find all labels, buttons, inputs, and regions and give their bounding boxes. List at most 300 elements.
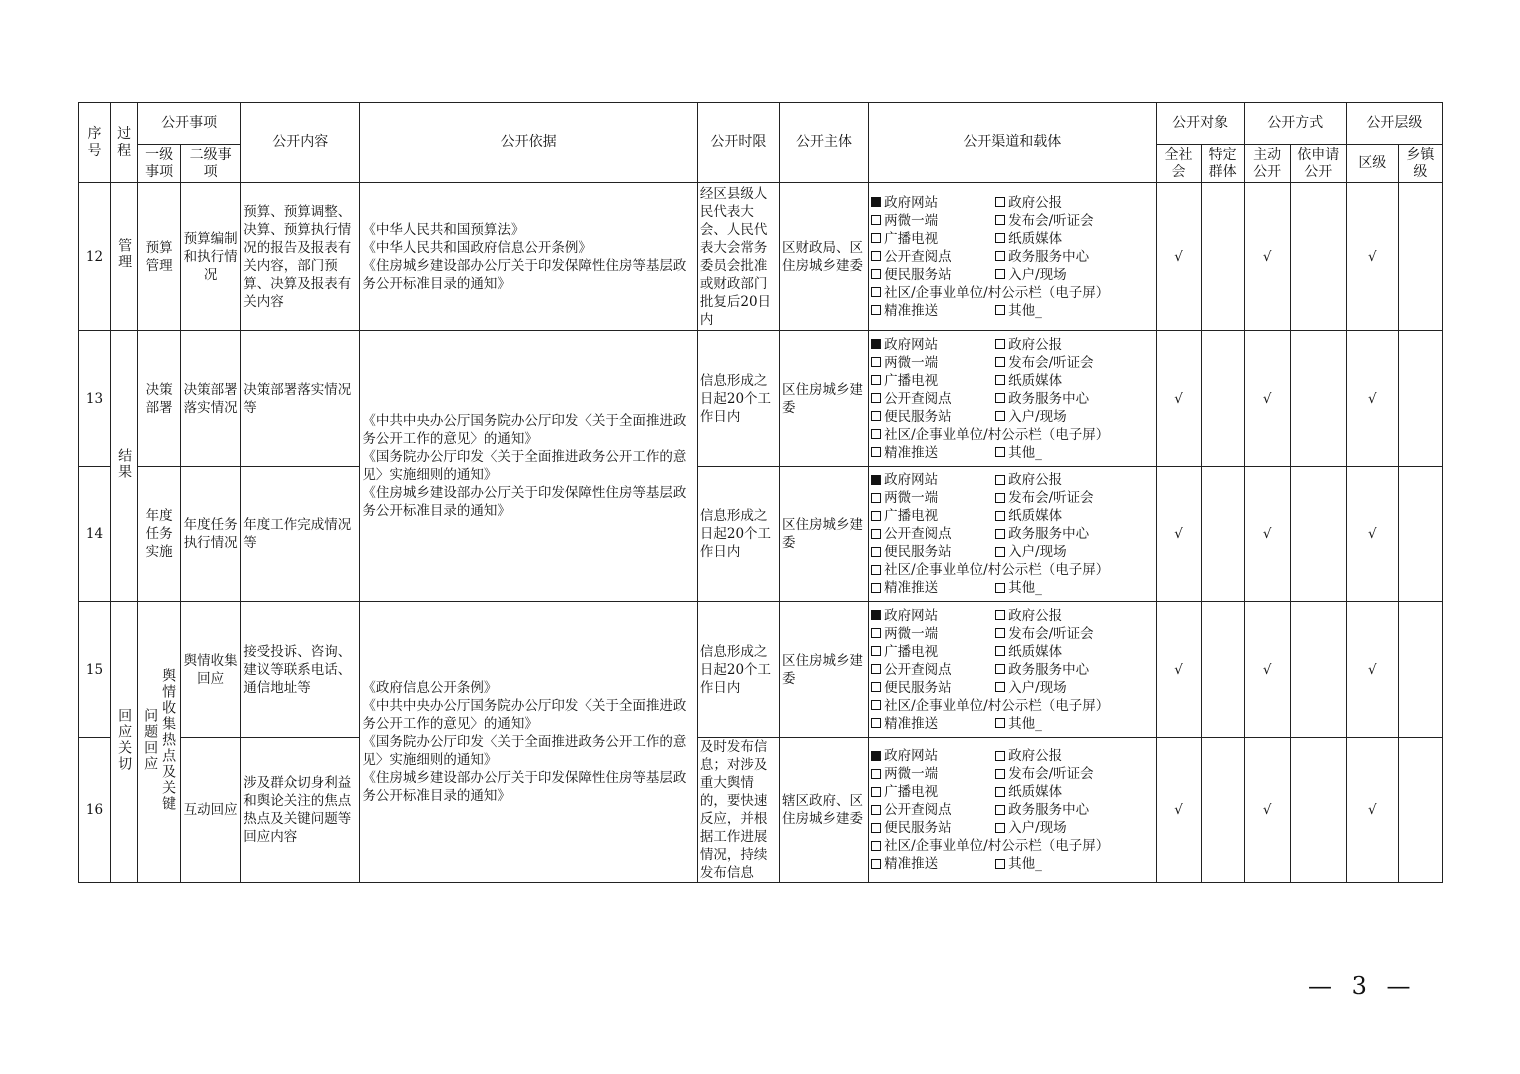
empty-cell (1201, 331, 1244, 467)
channel-option-board (871, 697, 1109, 715)
channel-row (871, 747, 1153, 765)
check-all: √ (1156, 467, 1201, 602)
channel-row (871, 783, 1153, 801)
empty-cell (1290, 738, 1346, 883)
unchecked-box-icon (871, 233, 881, 243)
unchecked-box-icon (871, 411, 881, 421)
unchecked-box-icon (995, 583, 1005, 593)
header-time-limit: 公开时限 (697, 103, 779, 183)
empty-cell (1290, 183, 1346, 331)
unchecked-box-icon (995, 375, 1005, 385)
channel-option-reading (871, 661, 995, 679)
channel-label: 政务服务中心 (1008, 390, 1090, 407)
seq-cell: 12 (79, 183, 111, 331)
header-content: 公开内容 (241, 103, 360, 183)
channel-label: 便民服务站 (884, 679, 952, 696)
channel-label: 精准推送 (884, 715, 939, 732)
basis-line: 《住房城乡建设部办公厅关于印发保障性住房等基层政务公开标准目录的通知》 (362, 485, 687, 519)
channel-option-two-one (871, 625, 995, 643)
process-label: 结果 (116, 447, 133, 480)
channel-label: 发布会/听证会 (1008, 490, 1094, 506)
header-level1: 一级事项 (138, 145, 181, 183)
header-subject: 公开主体 (779, 103, 868, 183)
process-cell (111, 331, 138, 602)
channel-option-gov-website (871, 747, 995, 765)
unchecked-box-icon (995, 805, 1005, 815)
channel-label: 两微一端 (884, 354, 939, 371)
unchecked-box-icon (995, 646, 1005, 656)
unchecked-box-icon (871, 628, 881, 638)
channels-cell (869, 602, 1156, 738)
basis-cell (360, 602, 697, 883)
unchecked-box-icon (871, 529, 881, 539)
channel-label: 政府公报 (1008, 336, 1063, 353)
basis-line: 《住房城乡建设部办公厅关于印发保障性住房等基层政务公开标准目录的通知》 (362, 257, 687, 292)
unchecked-box-icon (871, 269, 881, 279)
channel-option-paper (995, 783, 1062, 801)
unchecked-box-icon (995, 269, 1005, 279)
channel-option-two-one (871, 354, 995, 372)
unchecked-box-icon (995, 251, 1005, 261)
channel-label: 纸质媒体 (1008, 643, 1063, 660)
channel-label: 社区/企事业单位/村公示栏（电子屏） (884, 562, 1110, 578)
unchecked-box-icon (871, 859, 881, 869)
header-method-active: 主动公开 (1244, 145, 1290, 183)
process-cell (111, 183, 138, 331)
time-limit-cell: 及时发布信息；对涉及重大舆情的，要快速反应，并根据工作进展情况，持续发布信息 (697, 738, 779, 883)
channel-label: 发布会/听证会 (1008, 766, 1094, 782)
unchecked-box-icon (871, 511, 881, 521)
channel-row (871, 625, 1153, 643)
unchecked-box-icon (995, 411, 1005, 421)
unchecked-box-icon (871, 357, 881, 367)
channel-label: 广播电视 (884, 643, 939, 660)
channel-option-service-center (995, 801, 1089, 819)
check-district: √ (1346, 467, 1398, 602)
channel-option-push (871, 715, 995, 733)
channel-row (871, 607, 1153, 625)
check-district: √ (1346, 183, 1398, 331)
subject-cell: 区住房城乡建委 (779, 331, 868, 467)
unchecked-box-icon (871, 787, 881, 797)
channel-label: 政府公报 (1008, 748, 1063, 764)
basis-line: 《政府信息公开条例》 (362, 680, 498, 696)
unchecked-box-icon (995, 628, 1005, 638)
channel-option-press (995, 212, 1094, 230)
channel-row (871, 579, 1153, 597)
channel-label: 广播电视 (884, 230, 939, 247)
level1-cell: 决策部署 (138, 331, 181, 467)
channel-label: 其他_ (1008, 444, 1042, 461)
channel-option-gov-gazette (995, 194, 1062, 212)
channel-label: 社区/企事业单位/村公示栏（电子屏） (884, 426, 1110, 443)
unchecked-box-icon (995, 197, 1005, 207)
level2-cell: 舆情收集回应 (181, 602, 241, 738)
channel-label: 入户/现场 (1008, 820, 1067, 836)
check-active: √ (1244, 183, 1290, 331)
header-level-district: 区级 (1346, 145, 1398, 183)
basis-line: 《中华人民共和国政府信息公开条例》 (362, 239, 592, 256)
checked-box-icon (871, 610, 881, 620)
channel-option-gov-gazette (995, 471, 1062, 489)
channel-label: 精准推送 (884, 444, 939, 461)
table-row (79, 467, 1443, 602)
unchecked-box-icon (995, 511, 1005, 521)
channel-label: 政府公报 (1008, 472, 1063, 488)
channel-option-two-one (871, 212, 995, 230)
channel-label: 入户/现场 (1008, 679, 1067, 696)
channel-label: 两微一端 (884, 212, 939, 229)
channel-option-service-center (995, 661, 1089, 679)
unchecked-box-icon (995, 393, 1005, 403)
channel-label: 政府网站 (884, 336, 939, 353)
channel-label: 入户/现场 (1008, 266, 1067, 283)
channel-row (871, 489, 1153, 507)
channel-option-service-center (995, 390, 1089, 408)
channel-option-board (871, 837, 1109, 855)
subject-cell: 区住房城乡建委 (779, 467, 868, 602)
channel-label: 公开查阅点 (884, 526, 952, 542)
channel-row (871, 284, 1153, 302)
channel-option-reading (871, 525, 995, 543)
channel-label: 纸质媒体 (1008, 230, 1063, 247)
channel-option-paper (995, 372, 1062, 390)
unchecked-box-icon (871, 583, 881, 593)
channel-option-other (995, 444, 1042, 462)
channel-option-gov-website (871, 471, 995, 489)
channel-label: 纸质媒体 (1008, 784, 1063, 800)
check-active: √ (1244, 602, 1290, 738)
header-audience: 公开对象 (1156, 103, 1244, 145)
channel-row (871, 426, 1153, 444)
channel-row (871, 230, 1153, 248)
table-row (79, 602, 1443, 738)
disclosure-table (78, 102, 1443, 883)
unchecked-box-icon (871, 375, 881, 385)
header-method: 公开方式 (1244, 103, 1346, 145)
channel-label: 社区/企事业单位/村公示栏（电子屏） (884, 284, 1110, 301)
seq-cell: 16 (79, 738, 111, 883)
basis-line: 《住房城乡建设部办公厅关于印发保障性住房等基层政务公开标准目录的通知》 (362, 770, 687, 804)
channel-option-broadcast (871, 643, 995, 661)
empty-cell (1290, 331, 1346, 467)
unchecked-box-icon (995, 357, 1005, 367)
process-label: 回应关切 (116, 707, 133, 772)
unchecked-box-icon (871, 287, 881, 297)
unchecked-box-icon (995, 664, 1005, 674)
channel-label: 入户/现场 (1008, 544, 1067, 560)
channel-label: 发布会/听证会 (1008, 354, 1094, 371)
channel-option-door (995, 679, 1067, 697)
basis-line: 《国务院办公厅印发〈关于全面推进政务公开工作的意见〉实施细则的通知》 (362, 449, 687, 483)
checked-box-icon (871, 197, 881, 207)
seq-cell: 14 (79, 467, 111, 602)
channel-label: 社区/企事业单位/村公示栏（电子屏） (884, 697, 1110, 714)
level2-cell: 决策部署落实情况 (181, 331, 241, 467)
channel-option-gov-gazette (995, 747, 1062, 765)
channel-option-door (995, 819, 1067, 837)
channel-label: 两微一端 (884, 625, 939, 642)
content-cell: 接受投诉、咨询、建议等联系电话、通信地址等 (241, 602, 360, 738)
process-cell (111, 602, 138, 883)
check-active: √ (1244, 738, 1290, 883)
unchecked-box-icon (995, 682, 1005, 692)
unchecked-box-icon (871, 215, 881, 225)
channel-row (871, 765, 1153, 783)
unchecked-box-icon (995, 610, 1005, 620)
channel-row (871, 336, 1153, 354)
content-cell: 决策部署落实情况等 (241, 331, 360, 467)
header-level: 公开层级 (1346, 103, 1442, 145)
channel-row (871, 444, 1153, 462)
unchecked-box-icon (995, 339, 1005, 349)
channel-row (871, 266, 1153, 284)
header-method-request: 依申请公开 (1290, 145, 1346, 183)
channel-row (871, 525, 1153, 543)
channel-option-other (995, 855, 1042, 873)
unchecked-box-icon (871, 664, 881, 674)
page-number: — 3 — (1308, 972, 1417, 1000)
unchecked-box-icon (995, 823, 1005, 833)
channel-row (871, 661, 1153, 679)
unchecked-box-icon (871, 718, 881, 728)
check-all: √ (1156, 738, 1201, 883)
channel-label: 广播电视 (884, 372, 939, 389)
channel-label: 两微一端 (884, 766, 939, 782)
channel-option-paper (995, 643, 1062, 661)
channel-option-other (995, 579, 1042, 597)
channel-label: 政务服务中心 (1008, 526, 1090, 542)
unchecked-box-icon (995, 787, 1005, 797)
time-limit-cell: 信息形成之日起20个工作日内 (697, 467, 779, 602)
channel-option-press (995, 625, 1094, 643)
channel-label: 其他_ (1008, 580, 1042, 596)
channel-option-broadcast (871, 783, 995, 801)
empty-cell (1398, 467, 1442, 602)
channel-label: 精准推送 (884, 302, 939, 319)
unchecked-box-icon (871, 447, 881, 457)
channel-option-service-station (871, 408, 995, 426)
check-all: √ (1156, 602, 1201, 738)
channel-label: 政府网站 (884, 607, 939, 624)
unchecked-box-icon (871, 493, 881, 503)
empty-cell (1290, 602, 1346, 738)
level1-cell: 预算管理 (138, 183, 181, 331)
check-district: √ (1346, 602, 1398, 738)
channel-label: 纸质媒体 (1008, 372, 1063, 389)
channel-row (871, 837, 1153, 855)
channel-label: 其他_ (1008, 856, 1042, 872)
channel-label: 政府网站 (884, 748, 939, 764)
unchecked-box-icon (995, 547, 1005, 557)
channel-option-service-station (871, 819, 995, 837)
channel-row (871, 390, 1153, 408)
channel-row (871, 855, 1153, 873)
channel-option-other (995, 715, 1042, 733)
unchecked-box-icon (871, 646, 881, 656)
table-row (79, 183, 1443, 331)
check-active: √ (1244, 467, 1290, 602)
channel-label: 便民服务站 (884, 408, 952, 425)
channel-label: 政府网站 (884, 194, 939, 211)
level2-cell: 预算编制和执行情况 (181, 183, 241, 331)
channel-option-gov-website (871, 336, 995, 354)
channel-option-service-station (871, 266, 995, 284)
checked-box-icon (871, 751, 881, 761)
empty-cell (1398, 331, 1442, 467)
channel-row (871, 408, 1153, 426)
header-process: 过程 (111, 103, 138, 183)
channel-label: 公开查阅点 (884, 802, 952, 818)
header-level2: 二级事项 (181, 145, 241, 183)
unchecked-box-icon (995, 493, 1005, 503)
empty-cell (1398, 738, 1442, 883)
header-basis: 公开依据 (360, 103, 697, 183)
channel-label: 政府公报 (1008, 607, 1063, 624)
channel-option-push (871, 302, 995, 320)
level1-label: 舆情收集热点及关键问题回应 (142, 667, 177, 812)
channels-cell (869, 183, 1156, 331)
unchecked-box-icon (871, 547, 881, 557)
unchecked-box-icon (871, 769, 881, 779)
table-row (79, 331, 1443, 467)
channel-option-board (871, 561, 1109, 579)
channel-row (871, 212, 1153, 230)
channel-row (871, 302, 1153, 320)
level1-cell (138, 602, 181, 883)
channel-option-two-one (871, 489, 995, 507)
empty-cell (1201, 602, 1244, 738)
channel-option-service-station (871, 543, 995, 561)
channel-option-board (871, 426, 1109, 444)
channel-label: 纸质媒体 (1008, 508, 1063, 524)
unchecked-box-icon (871, 841, 881, 851)
header-seq: 序号 (79, 103, 111, 183)
channel-option-board (871, 284, 1109, 302)
channel-label: 发布会/听证会 (1008, 212, 1094, 229)
checked-box-icon (871, 475, 881, 485)
check-district: √ (1346, 331, 1398, 467)
channel-row (871, 194, 1153, 212)
empty-cell (1398, 602, 1442, 738)
unchecked-box-icon (871, 393, 881, 403)
empty-cell (1201, 738, 1244, 883)
channel-label: 精准推送 (884, 580, 939, 596)
channel-label: 入户/现场 (1008, 408, 1067, 425)
check-district: √ (1346, 738, 1398, 883)
unchecked-box-icon (871, 305, 881, 315)
content-cell: 预算、预算调整、决算、预算执行情况的报告及报表有关内容，部门预算、决算及报表有关内容 (241, 183, 360, 331)
channel-option-other (995, 302, 1042, 320)
channel-option-push (871, 855, 995, 873)
level1-cell: 年度任务实施 (138, 467, 181, 602)
channel-row (871, 697, 1153, 715)
channel-option-push (871, 579, 995, 597)
channel-row (871, 643, 1153, 661)
basis-line: 《中华人民共和国预算法》 (362, 221, 525, 238)
basis-cell (360, 331, 697, 602)
content-cell: 年度工作完成情况等 (241, 467, 360, 602)
channel-option-reading (871, 390, 995, 408)
header-channels: 公开渠道和载体 (869, 103, 1156, 183)
channel-option-gov-website (871, 607, 995, 625)
channel-label: 政府公报 (1008, 194, 1063, 211)
basis-cell (360, 183, 697, 331)
channel-option-push (871, 444, 995, 462)
channel-option-door (995, 408, 1067, 426)
seq-cell: 13 (79, 331, 111, 467)
channel-label: 发布会/听证会 (1008, 625, 1094, 642)
unchecked-box-icon (995, 233, 1005, 243)
check-all: √ (1156, 331, 1201, 467)
channel-row (871, 715, 1153, 733)
check-active: √ (1244, 331, 1290, 467)
channel-label: 便民服务站 (884, 544, 952, 560)
unchecked-box-icon (871, 429, 881, 439)
seq-cell: 15 (79, 602, 111, 738)
unchecked-box-icon (871, 805, 881, 815)
unchecked-box-icon (995, 769, 1005, 779)
time-limit-cell: 信息形成之日起20个工作日内 (697, 602, 779, 738)
channel-option-gov-website (871, 194, 995, 212)
empty-cell (1201, 183, 1244, 331)
basis-line: 《中共中央办公厅国务院办公厅印发〈关于全面推进政务公开工作的意见〉的通知》 (362, 413, 687, 447)
channel-row (871, 354, 1153, 372)
channel-option-gov-gazette (995, 336, 1062, 354)
channel-option-broadcast (871, 372, 995, 390)
channels-cell (869, 467, 1156, 602)
channel-row (871, 819, 1153, 837)
channel-label: 公开查阅点 (884, 661, 952, 678)
channels-cell (869, 331, 1156, 467)
check-all: √ (1156, 183, 1201, 331)
channel-label: 社区/企事业单位/村公示栏（电子屏） (884, 838, 1110, 854)
level2-cell: 互动回应 (181, 738, 241, 883)
unchecked-box-icon (995, 718, 1005, 728)
unchecked-box-icon (995, 447, 1005, 457)
channel-option-broadcast (871, 507, 995, 525)
header-level-town: 乡镇级 (1398, 145, 1442, 183)
channel-option-press (995, 489, 1094, 507)
unchecked-box-icon (995, 215, 1005, 225)
channel-label: 政务服务中心 (1008, 802, 1090, 818)
channel-label: 广播电视 (884, 784, 939, 800)
unchecked-box-icon (995, 529, 1005, 539)
subject-cell: 辖区政府、区住房城乡建委 (779, 738, 868, 883)
channel-option-door (995, 543, 1067, 561)
empty-cell (1398, 183, 1442, 331)
process-label: 管理 (116, 238, 133, 270)
channel-label: 便民服务站 (884, 266, 952, 283)
unchecked-box-icon (995, 751, 1005, 761)
content-cell: 涉及群众切身利益和舆论关注的焦点热点及关键问题等回应内容 (241, 738, 360, 883)
channel-option-press (995, 354, 1094, 372)
subject-cell: 区住房城乡建委 (779, 602, 868, 738)
channel-row (871, 248, 1153, 266)
channel-row (871, 679, 1153, 697)
channel-option-two-one (871, 765, 995, 783)
level2-cell: 年度任务执行情况 (181, 467, 241, 602)
channel-option-service-station (871, 679, 995, 697)
channel-option-paper (995, 230, 1062, 248)
channel-label: 政务服务中心 (1008, 661, 1090, 678)
time-limit-cell: 信息形成之日起20个工作日内 (697, 331, 779, 467)
channel-row (871, 543, 1153, 561)
channel-label: 政府网站 (884, 472, 939, 488)
channel-label: 广播电视 (884, 508, 939, 524)
unchecked-box-icon (871, 251, 881, 261)
time-limit-cell: 经区县级人民代表大会、人民代表大会常务委员会批准或财政部门批复后20日内 (697, 183, 779, 331)
